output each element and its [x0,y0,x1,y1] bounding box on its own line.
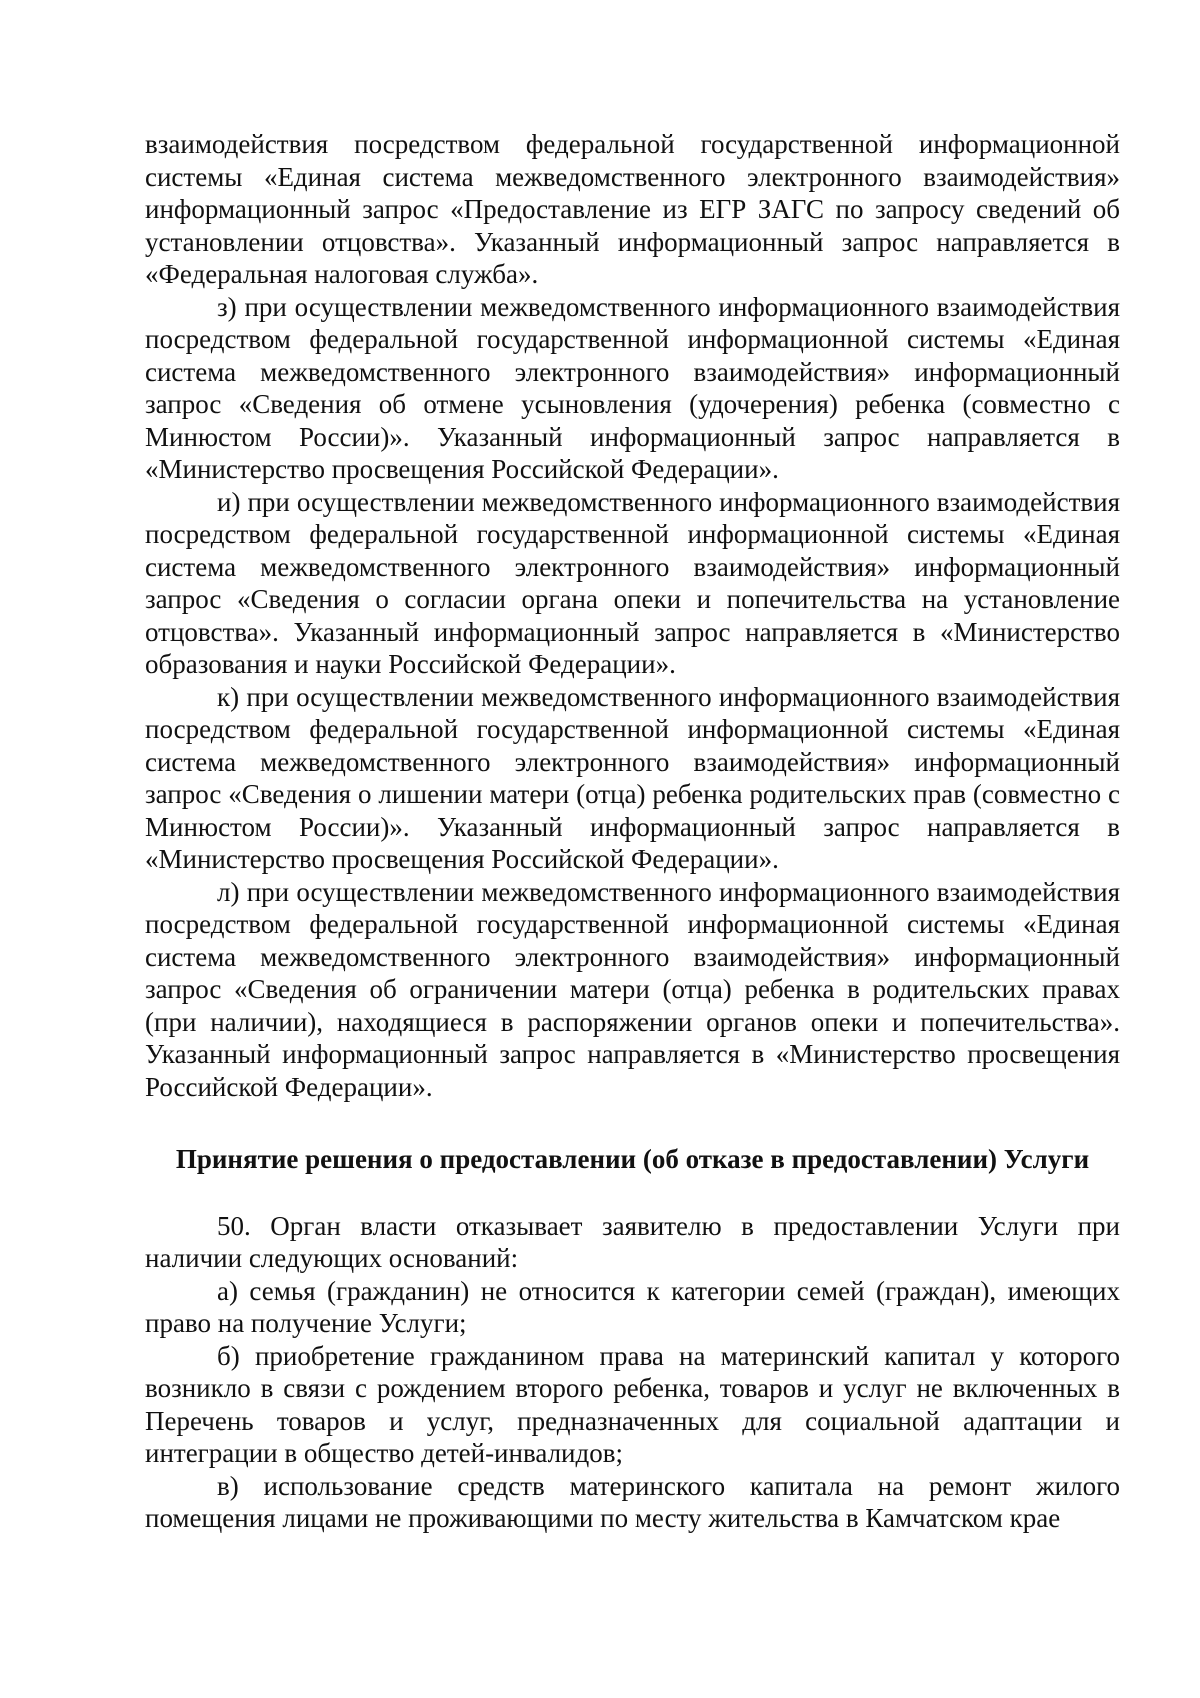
paragraph-item-v: в) использование средств материнского капитала на ремонт жилого помещения лицами не проживающими по месту жительства в Камчатском крае [145,1470,1120,1533]
paragraph-50: 50. Орган власти отказывает заявителю в предоставлении Услуги при наличии следующих оснований: [145,1210,1120,1273]
paragraph-item-i: и) при осуществлении межведомственного информационного взаимодействия посредством федеральной государственной информационной системы «Единая система межведомственного электронного взаимодействия» информационный запрос «Сведения о согласии органа опеки и попечительства на установление отцовства». Указанный информационный запрос направляется в «Министерство образования и науки Российской Федерации». [145,486,1120,679]
paragraph-item-l: л) при осуществлении межведомственного информационного взаимодействия посредством федеральной государственной информационной системы «Единая система межведомственного электронного взаимодействия» информационный запрос «Сведения об ограничении матери (отца) ребенка в родительских правах (при наличии), находящиеся в распоряжении органов опеки и попечительства». Указанный информационный запрос направляется в «Министерство просвещения Российской Федерации». [145,876,1120,1102]
document-page [145,128,1120,1535]
paragraph-item-z: з) при осуществлении межведомственного информационного взаимодействия посредством федеральной государственной информационной системы «Единая система межведомственного электронного взаимодействия» информационный запрос «Сведения об отмене усыновления (удочерения) ребенка (совместно с Минюстом России)». Указанный информационный запрос направляется в «Министерство просвещения Российской Федерации». [145,291,1120,484]
paragraph-continuation: взаимодействия посредством федеральной государственной информационной системы «Единая система межведомственного электронного взаимодействия» информационный запрос «Предоставление из ЕГР ЗАГС по запросу сведений об установлении отцовства». Указанный информационный запрос направляется в «Федеральная налоговая служба». [145,129,1120,289]
section-heading: Принятие решения о предоставлении (об отказе в предоставлении) Услуги [175,1144,1090,1174]
paragraph-item-k: к) при осуществлении межведомственного информационного взаимодействия посредством федеральной государственной информационной системы «Единая система межведомственного электронного взаимодействия» информационный запрос «Сведения о лишении матери (отца) ребенка родительских прав (совместно с Минюстом России)». Указанный информационный запрос направляется в «Министерство просвещения Российской Федерации». [145,681,1120,874]
paragraph-item-a: а) семья (гражданин) не относится к категории семей (граждан), имеющих право на получение Услуги; [145,1275,1120,1338]
paragraph-item-b: б) приобретение гражданином права на материнский капитал у которого возникло в связи с рождением второго ребенка, товаров и услуг не включенных в Перечень товаров и услуг, предназначенных для социальной адаптации и интеграции в общество детей-инвалидов; [145,1340,1120,1468]
